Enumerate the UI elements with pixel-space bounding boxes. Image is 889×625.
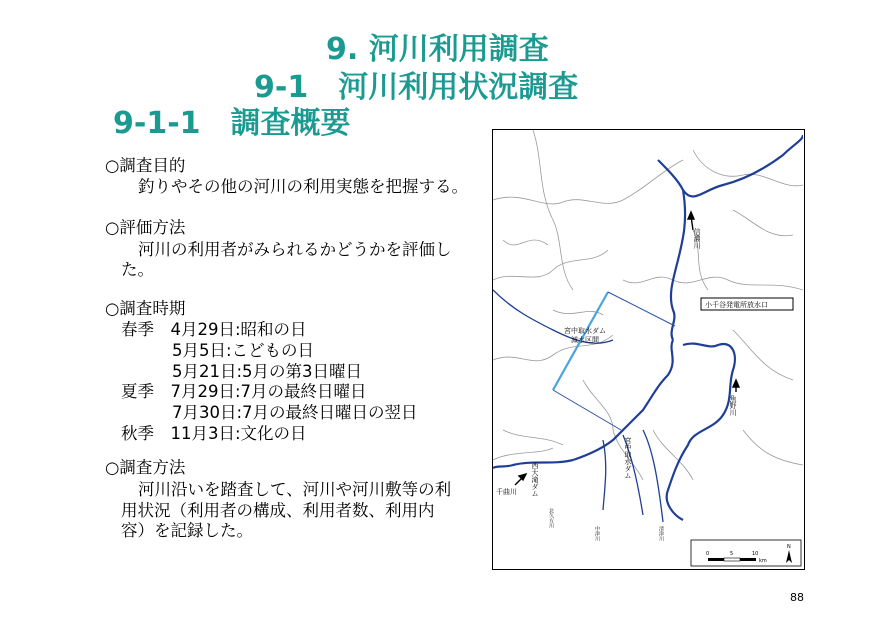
method-line: 用状況（利用者の構成、利用者数、利用内 [121, 501, 435, 520]
purpose-line: 釣りやその他の河川の利用実態を把握する。 [138, 177, 468, 196]
svg-text:北久方川: 北久方川 [548, 508, 554, 528]
period-heading: ○調査時期 [105, 299, 186, 318]
evaluation-heading: ○評価方法 [105, 218, 186, 237]
kitakuramoto-label [548, 507, 554, 529]
svg-text:10: 10 [752, 551, 759, 557]
purpose-heading: ○調査目的 [105, 156, 186, 175]
period-line: 春季 4月29日:昭和の日 [121, 320, 307, 339]
river-map [492, 129, 805, 570]
period-line: 5月21日:5月の第3日曜日 [172, 362, 363, 381]
main-rivers [493, 135, 803, 520]
reduced-section-label: 減水区間 [571, 336, 599, 344]
tributaries [493, 290, 663, 522]
page-number: 88 [790, 591, 804, 604]
period-line: 5月5日:こどもの日 [172, 341, 315, 360]
svg-text:0: 0 [706, 551, 710, 557]
subsection-title: 9-1-1 調査概要 [113, 106, 351, 141]
outlet-label: 小千谷発電所放水口 [705, 301, 768, 309]
svg-text:魚野川: 魚野川 [729, 395, 737, 416]
svg-text:N: N [787, 544, 791, 550]
map-canvas [493, 130, 803, 568]
period-line: 秋季 11月3日:文化の日 [121, 424, 307, 443]
kiyotsu-label [658, 525, 664, 542]
nishi-otaki-label [531, 462, 539, 497]
shinano-label [693, 227, 701, 250]
chikuma-label: 千曲川 [496, 488, 517, 496]
reduced-section-label: 宮中取水ダム [564, 327, 606, 335]
svg-text:西大滝ダム: 西大滝ダム [531, 462, 539, 497]
section-title: 9-1 河川利用状況調査 [254, 70, 579, 105]
svg-text:中津川: 中津川 [594, 526, 600, 541]
uono-label [729, 394, 738, 417]
method-line: 容）を記録した。 [121, 521, 253, 540]
svg-text:信濃川: 信濃川 [693, 228, 701, 249]
nakatsu-label [594, 525, 600, 542]
section-boundary [553, 292, 675, 430]
svg-text:清津川: 清津川 [658, 526, 664, 541]
chapter-title: 9. 河川利用調査 [326, 32, 549, 67]
svg-text:5: 5 [730, 551, 734, 557]
svg-text:km: km [759, 558, 767, 564]
method-heading: ○調査方法 [105, 458, 186, 477]
dam-label [624, 436, 632, 479]
svg-text:宮中取水ダム: 宮中取水ダム [624, 437, 632, 479]
period-line: 7月30日:7月の最終日曜日の翌日 [172, 403, 418, 422]
evaluation-line: た。 [121, 260, 154, 279]
method-line: 河川沿いを踏査して、河川や河川敷等の利 [138, 480, 452, 499]
period-line: 夏季 7月29日:7月の最終日曜日 [121, 382, 367, 401]
evaluation-line: 河川の利用者がみられるかどうかを評価し [138, 240, 452, 259]
